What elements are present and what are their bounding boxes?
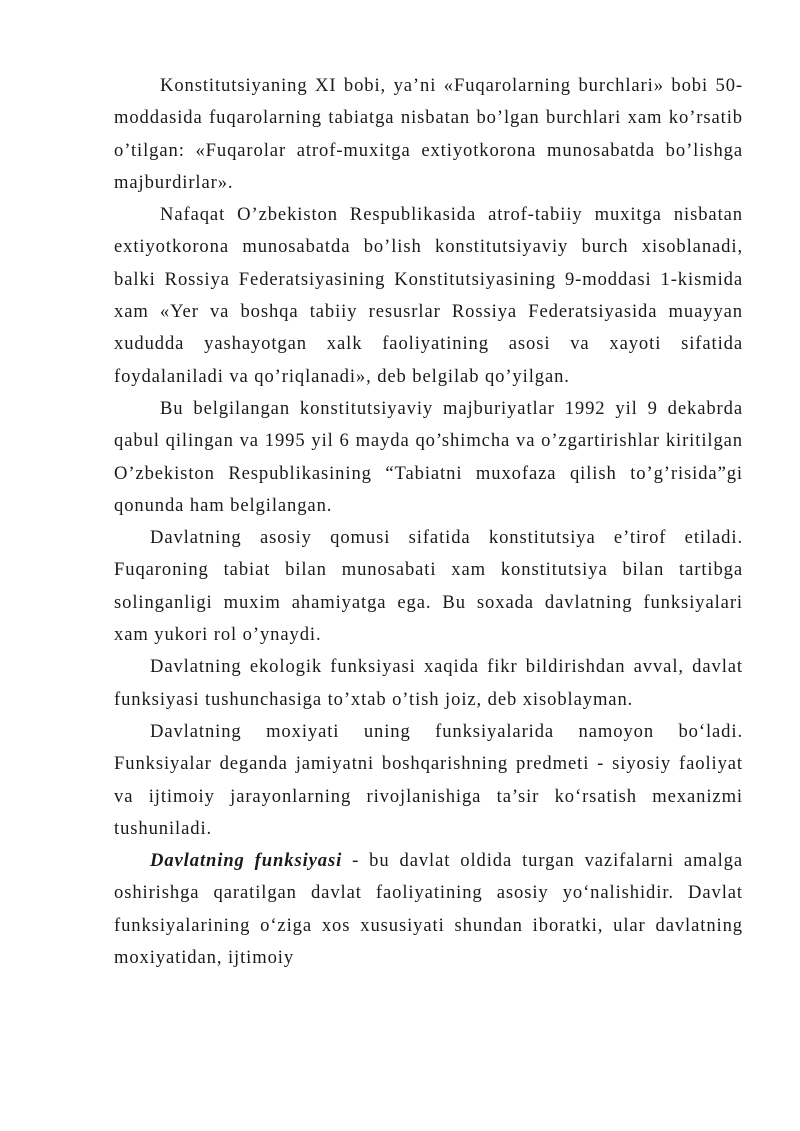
paragraph-nature-protection-law: Bu belgilangan konstitutsiyaviy majburiyatlar 1992 yil 9 dekabrda qabul qilingan va 1995 yil 6 mayda qo’shimcha va o’zgartirishlar kiritilgan O’zbekiston Respublikasining “Tabiatni muxofaza qilish to’g’risida”gi qonunda ham belgilangan. [114,397,743,516]
paragraph-ecological-function-intro: Davlatning ekologik funksiyasi xaqida fikr bildirishdan avval, davlat funksiyasi tushunchasiga to’xtab o’tish joiz, deb xisoblayman. [114,656,743,710]
paragraph-state-essence: Davlatning moxiyati uning funksiyalarida namoyon bo‘ladi. Funksiyalar deganda jamiyatni boshqarishning predmeti - siyosiy faoliyat va ijtimoiy jarayonlarning rivojlanishiga ta’sir ko‘rsatish mexanizmi tushuniladi. [114,720,743,839]
paragraph-state-function-definition [114,845,743,974]
definition-text: - bu davlat oldida turgan vazifalarni amalga oshirishga qaratilgan davlat faoliyatining asosiy yo‘nalishidir. Davlat funksiyalarining o‘ziga xos xususiyati shundan iboratki, ular davlatning moxiyatidan, ijtimoiy [114,850,743,969]
paragraph-state-basic-law: Davlatning asosiy qomusi sifatida konstitutsiya e’tirof etiladi. Fuqaroning tabiat bilan munosabati xam konstitutsiya bilan tartibga solinganligi muxim ahamiyatga ega. Bu soxada davlatning funksiyalari xam yukori rol o’ynaydi. [114,527,743,646]
defined-term: Davlatning funksiyasi [150,850,343,872]
document-page [114,70,743,974]
paragraph-constitution-chapter-xi: Konstitutsiyaning XI bobi, ya’ni «Fuqarolarning burchlari» bobi 50-moddasida fuqarolarning tabiatga nisbatan bo’lgan burchlari xam ko’rsatib o’tilgan: «Fuqarolar atrof-muxitga extiyotkorona munosabatda bo’lishga majburdirlar». [114,75,743,193]
paragraph-russian-federation-article-9: Nafaqat O’zbekiston Respublikasida atrof-tabiiy muxitga nisbatan extiyotkorona munosabatda bo’lish konstitutsiyaviy burch xisoblanadi, balki Rossiya Federatsiyasining Konstitutsiyasining 9-moddasi 1-kismida xam «Yer va boshqa tabiiy resusrlar Rossiya Federatsiyasida muayyan xududda yashayotgan xalk faoliyatining asosi va xayoti sifatida foydalaniladi va qo’riqlanadi», deb belgilab qo’yilgan. [114,204,743,387]
